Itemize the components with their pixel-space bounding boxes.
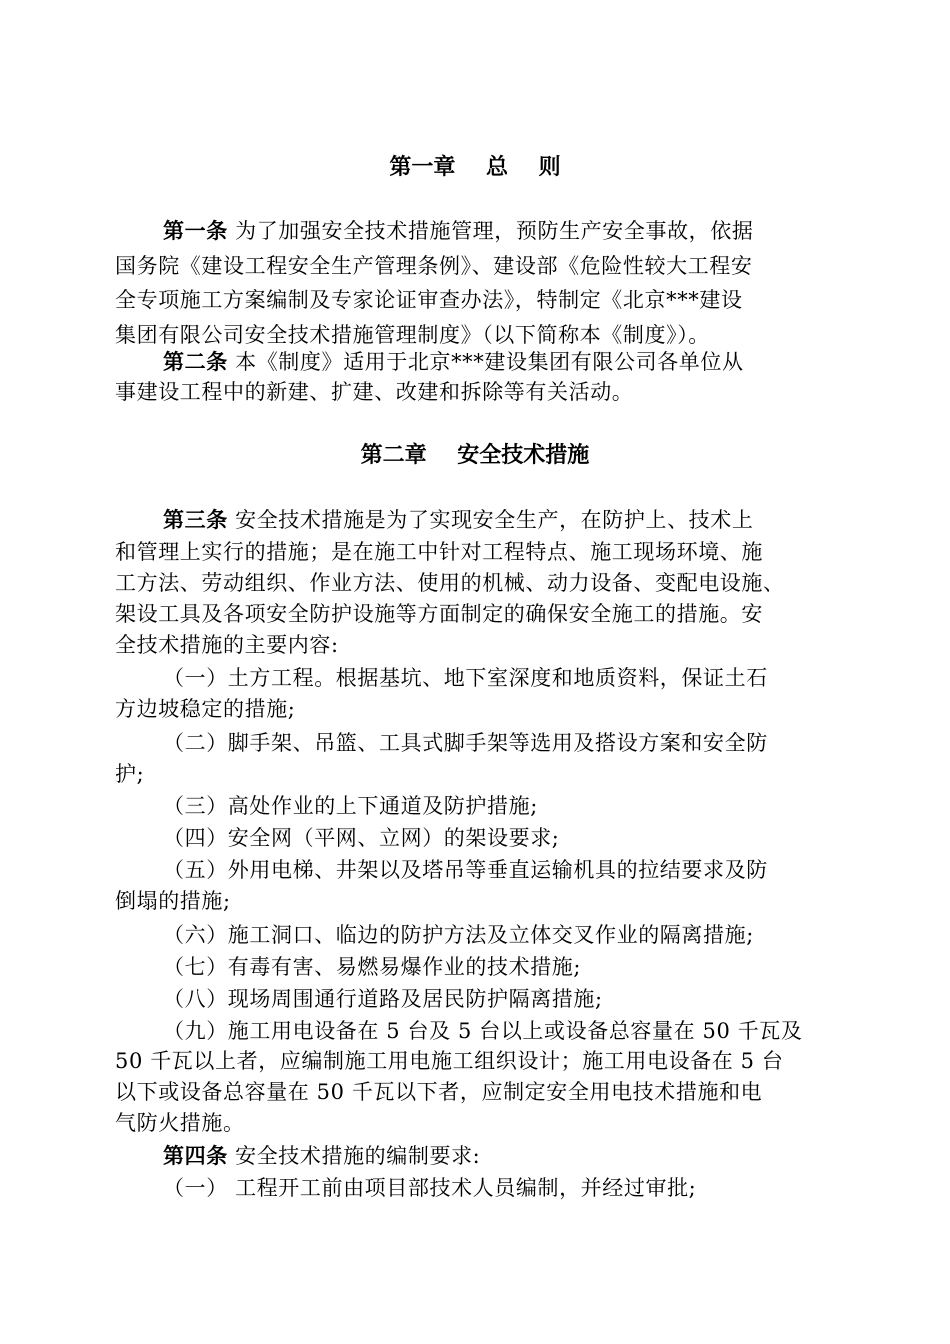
item-9-line-3: 以下或设备总容量在 50 千瓦以下者，应制定安全用电技术措施和电 [115,1080,763,1104]
item-9-line-4: 气防火措施。 [115,1111,245,1135]
item-7: （七）有毒有害、易燃易爆作业的技术措施; [163,955,582,979]
item-6: （六）施工洞口、临边的防护方法及立体交叉作业的隔离措施; [163,923,754,947]
article-3-line-4: 架设工具及各项安全防护设施等方面制定的确保安全施工的措施。安 [115,602,763,626]
chapter-1-title: 第一章 总 则 [389,155,561,180]
item-8: （八）现场周围通行道路及居民防护隔离措施; [163,987,603,1011]
item-2-line-2: 护; [115,762,145,786]
article-2-line-2: 事建设工程中的新建、扩建、改建和拆除等有关活动。 [115,380,634,404]
item-2-line-1: （二）脚手架、吊篮、工具式脚手架等选用及搭设方案和安全防 [163,731,768,755]
item-1-line-2: 方边坡稳定的措施; [115,697,296,721]
article-2-line-1: 第二条 本《制度》适用于北京***建设集团有限公司各单位从 [163,350,744,374]
article-4-line-1: 第四条 安全技术措施的编制要求: [163,1144,481,1168]
article-3-line-3: 工方法、劳动组织、作业方法、使用的机械、动力设备、变配电设施、 [115,571,785,595]
item-9-line-2: 50 千瓦以上者，应编制施工用电施工组织设计；施工用电设备在 5 台 [115,1049,784,1073]
article-1-line-3: 全专项施工方案编制及专家论证审查办法》，特制定《北京***建设 [115,288,743,312]
article-1-line-2: 国务院《建设工程安全生产管理条例》、建设部《危险性较大工程安 [115,254,753,278]
item-3: （三）高处作业的上下通道及防护措施; [163,794,538,818]
item-5-line-1: （五）外用电梯、井架以及塔吊等垂直运输机具的拉结要求及防 [163,858,768,882]
article-3-line-1: 第三条 安全技术措施是为了实现安全生产，在防护上、技术上 [163,508,754,532]
item-5-line-2: 倒塌的措施; [115,889,231,913]
article-1-line-1: 第一条 为了加强安全技术措施管理，预防生产安全事故，依据 [163,219,754,243]
article-2-label: 第二条 [163,350,228,374]
article-4-item-1: （一） 工程开工前由项目部技术人员编制，并经过审批; [163,1176,697,1200]
article-4-label: 第四条 [163,1144,228,1168]
article-1-line-4: 集团有限公司安全技术措施管理制度》（以下简称本《制度》）。 [115,323,710,347]
article-1-label: 第一条 [163,219,228,243]
chapter-2-title: 第二章 安全技术措施 [360,443,590,468]
article-3-line-2: 和管理上实行的措施；是在施工中针对工程特点、施工现场环境、施 [115,540,763,564]
item-1-line-1: （一）土方工程。根据基坑、地下室深度和地质资料，保证土石 [163,666,768,690]
article-3-line-5: 全技术措施的主要内容: [115,633,339,657]
item-4: （四）安全网（平网、立网）的架设要求; [163,826,560,850]
item-9-line-1: （九）施工用电设备在 5 台及 5 台以上或设备总容量在 50 千瓦及 [163,1019,803,1043]
article-3-label: 第三条 [163,508,228,532]
